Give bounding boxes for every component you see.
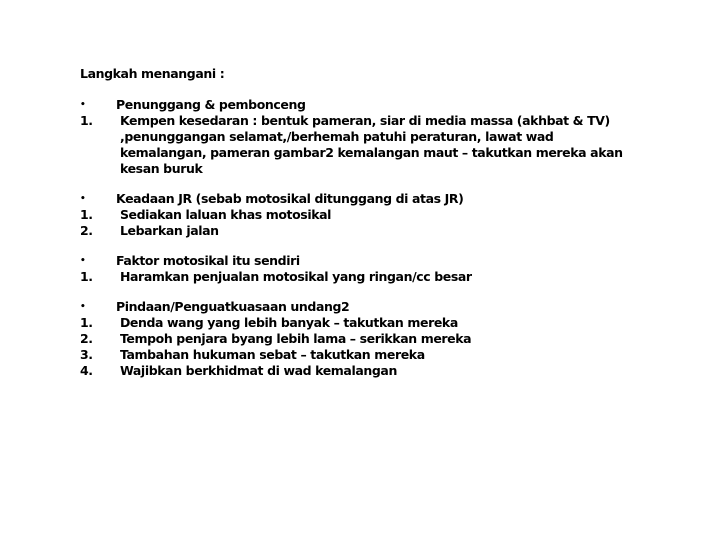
item-number: 3. (80, 347, 93, 362)
bullet-row (80, 191, 680, 207)
list-item (80, 363, 680, 379)
item-number: 1. (80, 207, 93, 222)
bullet-text: Keadaan JR (sebab motosikal ditunggang di atas JR) (116, 191, 464, 206)
item-text: Sediakan laluan khas motosikal (116, 207, 332, 222)
heading: Langkah menangani : (80, 66, 225, 81)
item-text: Kempen kesedaran : bentuk pameran, siar di media massa (akhbat & TV) (116, 113, 610, 128)
bullet-row (80, 253, 680, 269)
bullet-row (80, 299, 680, 315)
list-item (80, 331, 680, 347)
list-item (80, 347, 680, 363)
item-number: 2. (80, 331, 93, 346)
item-text-continued: kemalangan, pameran gambar2 kemalangan maut – takutkan mereka akan (120, 145, 623, 160)
item-number: 1. (80, 269, 93, 284)
list-item (80, 223, 680, 239)
item-text-continued: kesan buruk (120, 161, 203, 176)
section (80, 191, 680, 239)
section (80, 299, 680, 379)
item-text: Denda wang yang lebih banyak – takutkan mereka (116, 315, 458, 330)
item-number: 1. (80, 315, 93, 330)
bullet-marker: • (80, 194, 86, 204)
bullet-marker: • (80, 302, 86, 312)
item-number: 1. (80, 113, 93, 128)
item-text-continued: ,penunggangan selamat,/berhemah patuhi peraturan, lawat wad (120, 129, 554, 144)
list-item (80, 315, 680, 331)
bullet-text: Pindaan/Penguatkuasaan undang2 (116, 299, 350, 314)
list-item-continuation (80, 161, 680, 177)
bullet-text: Faktor motosikal itu sendiri (116, 253, 300, 268)
item-text: Wajibkan berkhidmat di wad kemalangan (116, 363, 397, 378)
list-item-continuation (80, 129, 680, 145)
list-item (80, 207, 680, 223)
item-text: Lebarkan jalan (116, 223, 219, 238)
bullet-marker: • (80, 256, 86, 266)
list-item (80, 113, 680, 129)
section (80, 97, 680, 177)
slide-content (80, 66, 680, 393)
item-number: 4. (80, 363, 93, 378)
item-text: Haramkan penjualan motosikal yang ringan/cc besar (116, 269, 472, 284)
list-item (80, 269, 680, 285)
item-text: Tempoh penjara byang lebih lama – serikkan mereka (116, 331, 472, 346)
bullet-text: Penunggang & pembonceng (116, 97, 306, 112)
item-number: 2. (80, 223, 93, 238)
list-item-continuation (80, 145, 680, 161)
bullet-row (80, 97, 680, 113)
section (80, 253, 680, 285)
item-text: Tambahan hukuman sebat – takutkan mereka (116, 347, 425, 362)
bullet-marker: • (80, 100, 86, 110)
